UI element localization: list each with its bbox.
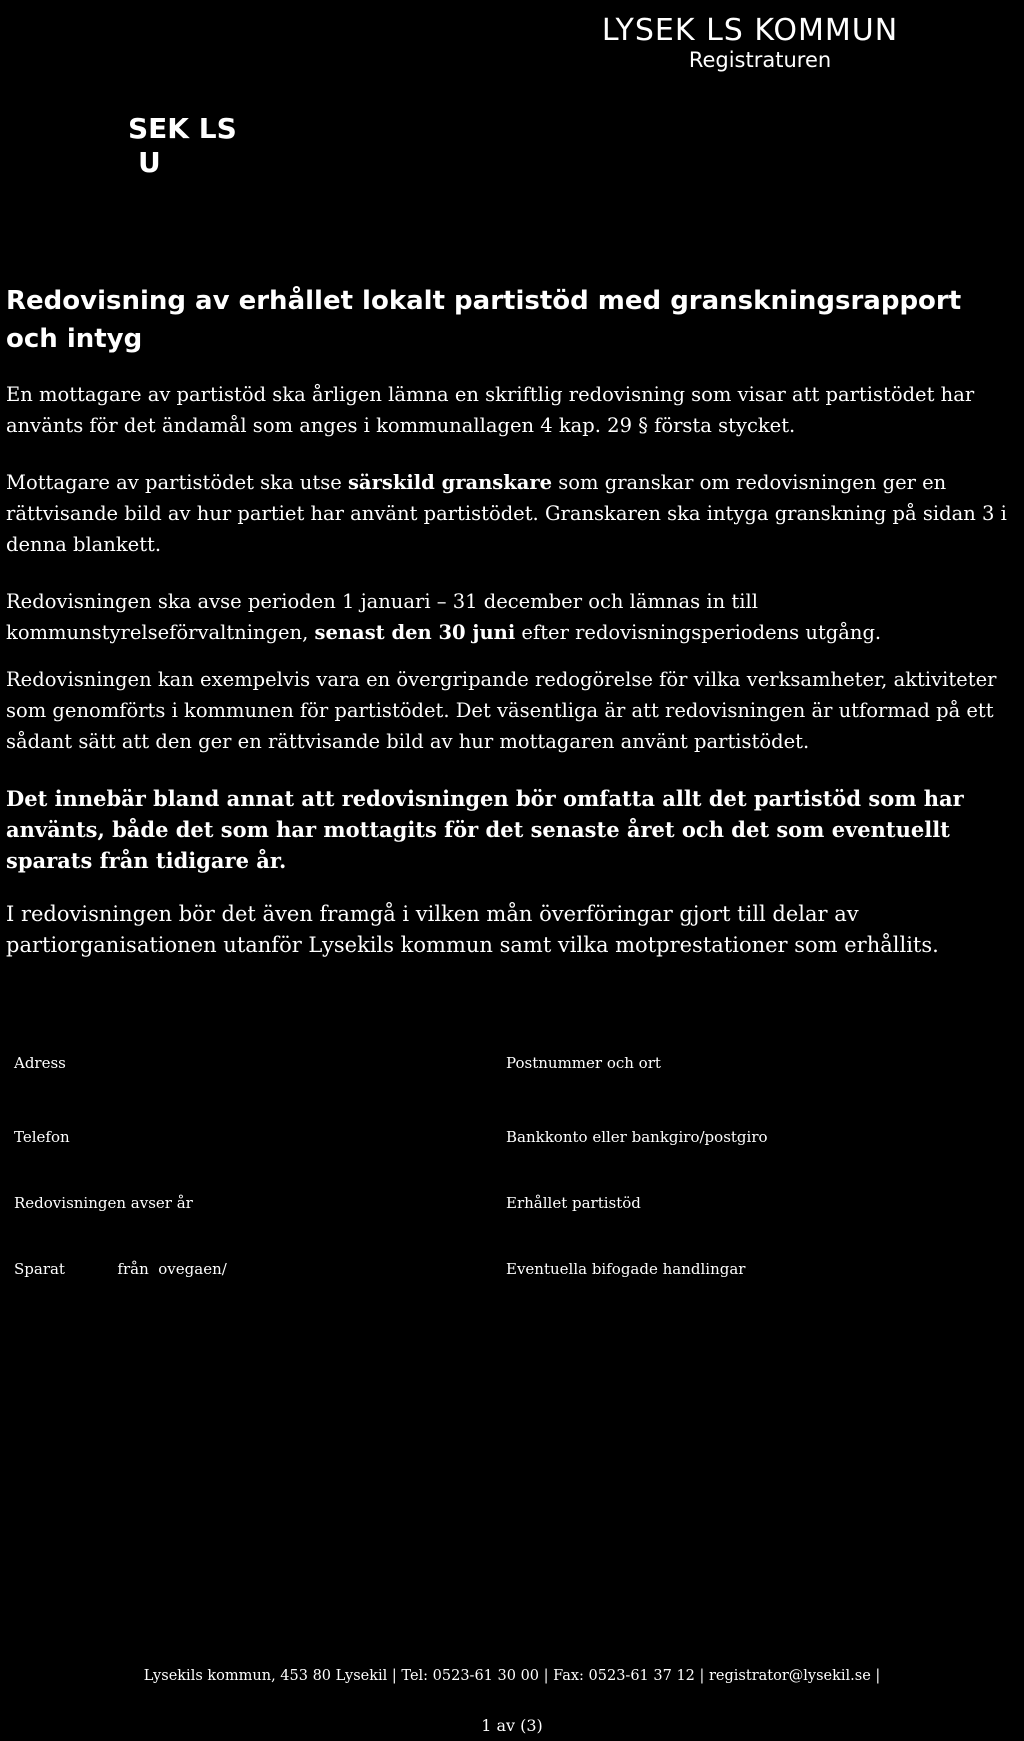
paragraph-deadline-bold: senast den 30 juni	[314, 621, 516, 644]
field-label-address: Adress	[14, 1054, 66, 1072]
municipality-logo	[128, 112, 237, 180]
paragraph-content: Redovisningen kan exempelvis vara en övergripande redogörelse för vilka verksamheter, aktiviteter som genomförts i kommunen för partistödet. Det väsentliga är att redovisningen är utformad på ett sådant sätt att den ger en rättvisande bild av hur mottagaren använt partistödet.	[6, 668, 997, 753]
field-label-bank: Bankkonto eller bankgiro/postgiro	[506, 1128, 768, 1146]
field-label-postal: Postnummer och ort	[506, 1054, 661, 1072]
paragraph-deadline-a: Redovisningen ska avse perioden 1 januari – 31 december och lämnas in till kommunstyrelseförvaltningen,	[6, 590, 758, 644]
paragraph-auditor	[6, 467, 1011, 560]
logo-line-2: U	[138, 146, 161, 179]
stamp-registry: Registraturen	[688, 48, 832, 72]
paragraph-auditor-a: Mottagare av partistödet ska utse	[6, 471, 348, 494]
footer-contact: Lysekils kommun, 453 80 Lysekil | Tel: 0523-61 30 00 | Fax: 0523-61 37 12 | registrator@lysekil.se |	[143, 1668, 881, 1684]
logo-line-1: SEK LS	[128, 112, 237, 145]
paragraph-scope: Det innebär bland annat att redovisningen bör omfatta allt det partistöd som har använts, både det som har mottagits för det senaste året och det som eventuellt sparats från tidigare år.	[6, 786, 964, 873]
stamp-municipality: LYSEK LS KOMMUN	[601, 13, 899, 48]
paragraph-transfers: I redovisningen bör det även framgå i vilken mån överföringar gjort till delar av partiorganisationen utanför Lysekils kommun samt vilka motprestationer som erhållits.	[6, 902, 939, 957]
registry-stamp	[580, 14, 920, 72]
field-label-year: Redovisningen avser år	[14, 1194, 193, 1212]
field-label-attachments: Eventuella bifogade handlingar	[506, 1260, 746, 1278]
field-label-phone: Telefon	[14, 1128, 70, 1146]
paragraph-deadline	[6, 586, 1011, 648]
field-label-received: Erhållet partistöd	[506, 1194, 641, 1212]
paragraph-purpose: En mottagare av partistöd ska årligen lämna en skriftlig redovisning som visar att partistödet har använts för det ändamål som anges i kommunallagen 4 kap. 29 § första stycket.	[6, 383, 975, 437]
page-number: 1 av (3)	[481, 1716, 543, 1735]
paragraph-auditor-bold: särskild granskare	[347, 471, 553, 494]
paragraph-deadline-c: efter redovisningsperiodens utgång.	[515, 621, 882, 644]
document-title: Redovisning av erhållet lokalt partistöd med granskningsrapport och intyg	[6, 286, 962, 354]
field-label-saved: Sparat från ovegaen/	[14, 1260, 227, 1278]
paragraph-auditor-c: som granskar om redovisningen ger en rättvisande bild av hur partiet har använt partistödet. Granskaren ska intyga granskning på sidan 3 i denna blankett.	[6, 471, 1007, 556]
